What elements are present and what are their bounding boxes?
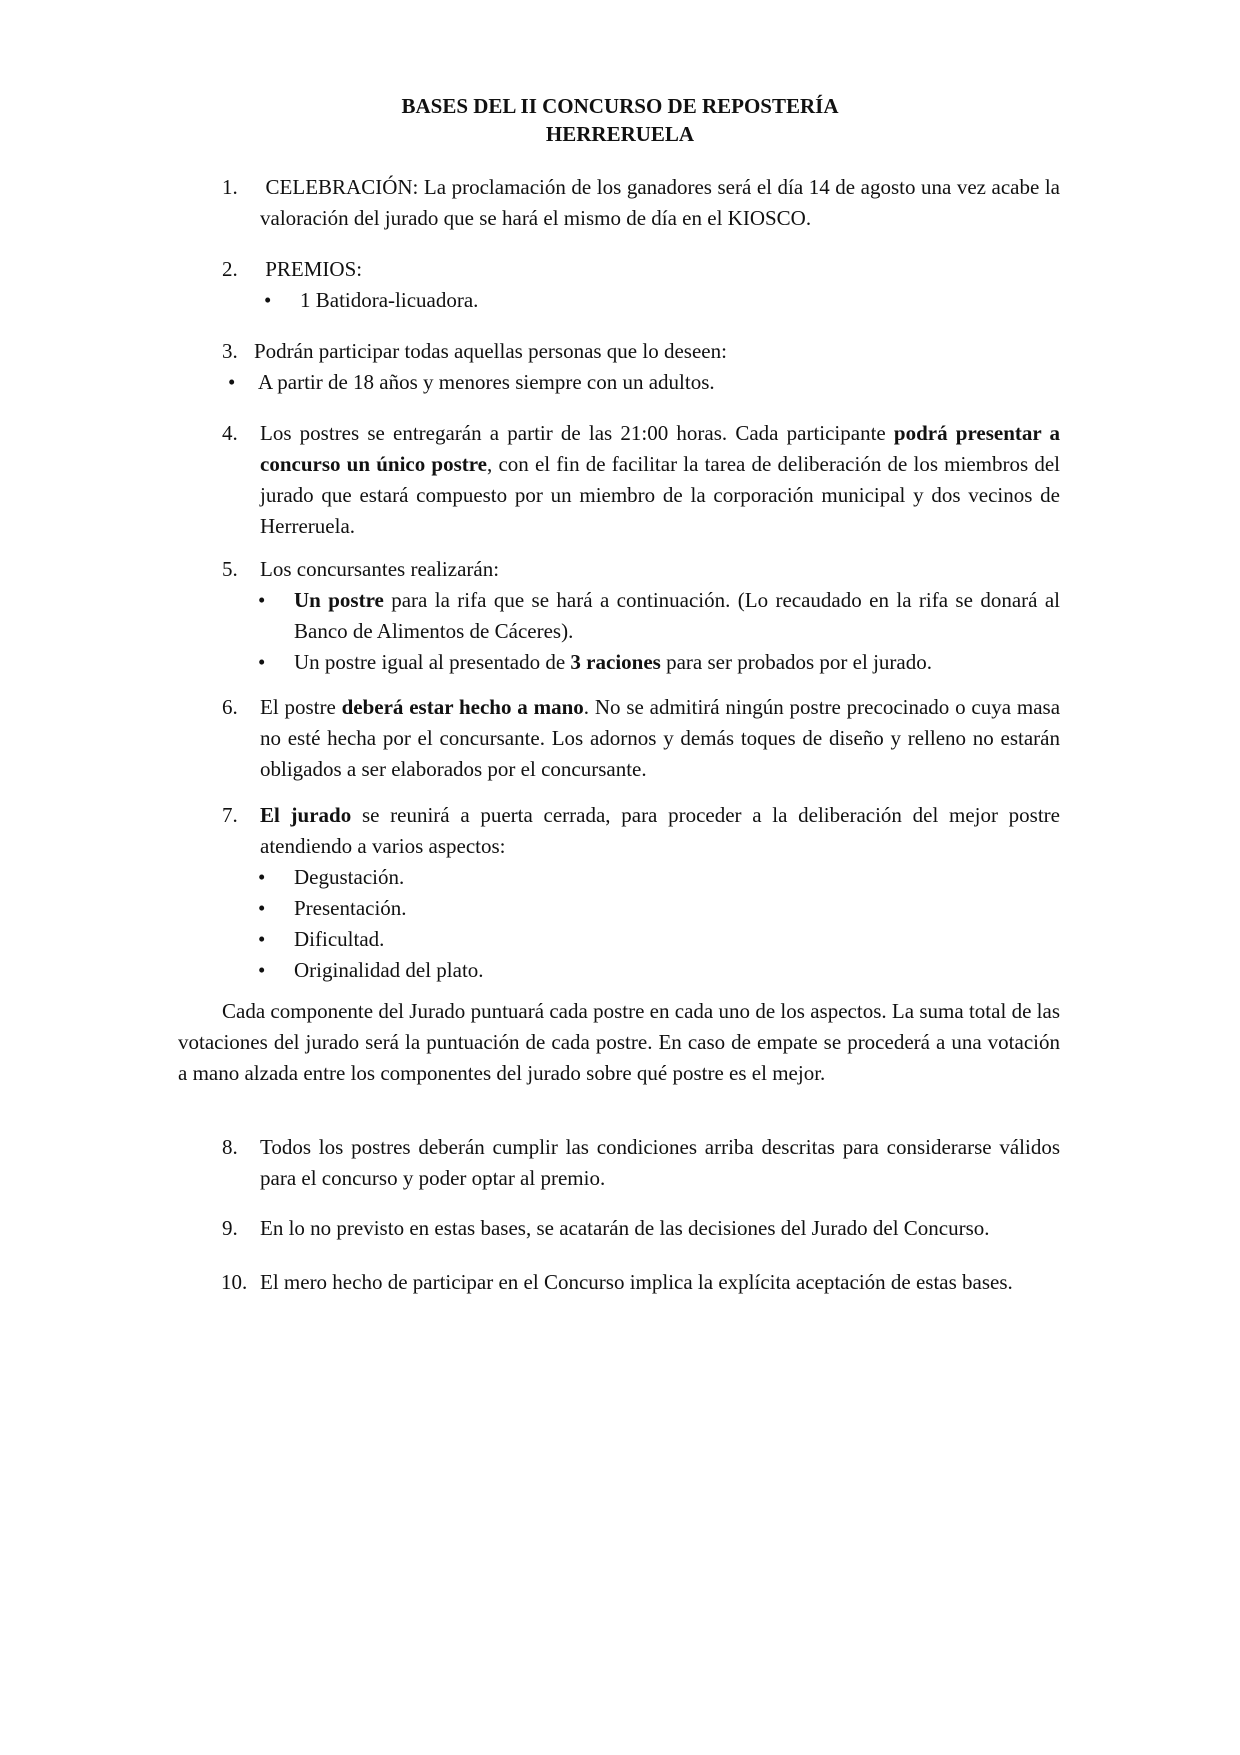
document-title-line1: BASES DEL II CONCURSO DE REPOSTERÍA <box>401 94 839 118</box>
list-item: • Presentación. <box>222 893 1060 924</box>
bullet-list <box>222 862 1060 986</box>
clause-text: CELEBRACIÓN: La proclamación de los ganadores será el día 14 de agosto una vez acabe la valoración del jurado que se hará el mismo de día en el KIOSCO. <box>260 175 1066 230</box>
bullet-icon: • <box>228 370 236 394</box>
clause-text: El jurado se reunirá a puerta cerrada, para proceder a la deliberación del mejor postre atendiendo a varios aspectos: <box>260 803 1060 858</box>
document-title-line2: HERRERUELA <box>545 122 695 146</box>
clause-number: 2. <box>222 257 238 281</box>
bold-text: podrá presentar a concurso un único postre <box>260 421 1060 476</box>
clause-text: Podrán participar todas aquellas personas que lo deseen: <box>254 339 727 363</box>
clause-9 <box>222 1213 1060 1244</box>
list-item: • Degustación. <box>222 862 1060 893</box>
bullet-list <box>222 585 1060 678</box>
clause-5 <box>222 554 1060 678</box>
clause-text: Los concursantes realizarán: <box>260 557 500 581</box>
bullet-icon: • <box>258 927 266 951</box>
list-item: • 1 Batidora-licuadora. <box>228 285 1060 316</box>
list-item: • Dificultad. <box>222 924 1060 955</box>
clause-2 <box>222 254 1060 316</box>
clause-text: En lo no previsto en estas bases, se acatarán de las decisiones del Jurado del Concurso. <box>260 1216 990 1240</box>
bold-text: deberá estar hecho a mano <box>341 695 584 719</box>
clause-number: 8. <box>222 1135 238 1159</box>
clause-6 <box>222 692 1060 785</box>
clause-number: 9. <box>222 1216 238 1240</box>
list-item: • Un postre igual al presentado de 3 raciones para ser probados por el jurado. <box>222 647 1060 678</box>
list-item: • Originalidad del plato. <box>222 955 1060 986</box>
bullet-icon: • <box>258 865 266 889</box>
scoring-paragraph: Cada componente del Jurado puntuará cada postre en cada uno de los aspectos. La suma total de las votaciones del jurado será la puntuación de cada postre. En caso de empate se procederá a una votación a mano alzada entre los componentes del jurado sobre qué postre es el mejor. <box>178 999 1060 1085</box>
clause-7 <box>222 800 1060 986</box>
clause-number: 3. <box>222 339 238 363</box>
bullet-icon: • <box>258 588 266 612</box>
list-item: • A partir de 18 años y menores siempre con un adultos. <box>222 367 1060 398</box>
clause-number: 5. <box>222 557 238 581</box>
bullet-list <box>228 285 1060 316</box>
clause-text: El postre deberá estar hecho a mano. No se admitirá ningún postre precocinado o cuya masa no esté hecha por el concursante. Los adornos y demás toques de diseño y relleno no estarán obligados a ser elaborados por el concursante. <box>260 695 1061 781</box>
list-item: • Un postre para la rifa que se hará a continuación. (Lo recaudado en la rifa se donará al Banco de Alimentos de Cáceres). <box>222 585 1060 647</box>
clause-number: 4. <box>222 421 238 445</box>
clause-10 <box>222 1267 1060 1298</box>
clause-text: Los postres se entregarán a partir de las 21:00 horas. Cada participante podrá presentar a concurso un único postre, con el fin de facilitar la tarea de deliberación de los miembros del jurado que estará compuesto por un miembro de la corporación municipal y dos vecinos de Herreruela. <box>260 421 1060 538</box>
clause-4 <box>222 418 1060 542</box>
bullet-icon: • <box>264 288 272 312</box>
clause-3 <box>222 336 1060 398</box>
clause-1 <box>222 172 1066 234</box>
clause-text: Todos los postres deberán cumplir las condiciones arriba descritas para considerarse válidos para el concurso y poder optar al premio. <box>260 1135 1060 1190</box>
bullet-icon: • <box>258 650 266 674</box>
bold-text: El jurado <box>260 803 352 827</box>
bullet-list <box>222 367 1060 398</box>
bullet-icon: • <box>258 958 266 982</box>
clause-8 <box>222 1132 1060 1194</box>
clause-text: PREMIOS: <box>260 257 363 281</box>
bullet-icon: • <box>258 896 266 920</box>
clause-number: 7. <box>222 803 238 827</box>
clause-number: 1. <box>222 175 238 199</box>
clause-number: 10. <box>221 1270 248 1294</box>
clause-text: El mero hecho de participar en el Concurso implica la explícita aceptación de estas bases. <box>260 1270 1013 1294</box>
clause-number: 6. <box>222 695 238 719</box>
